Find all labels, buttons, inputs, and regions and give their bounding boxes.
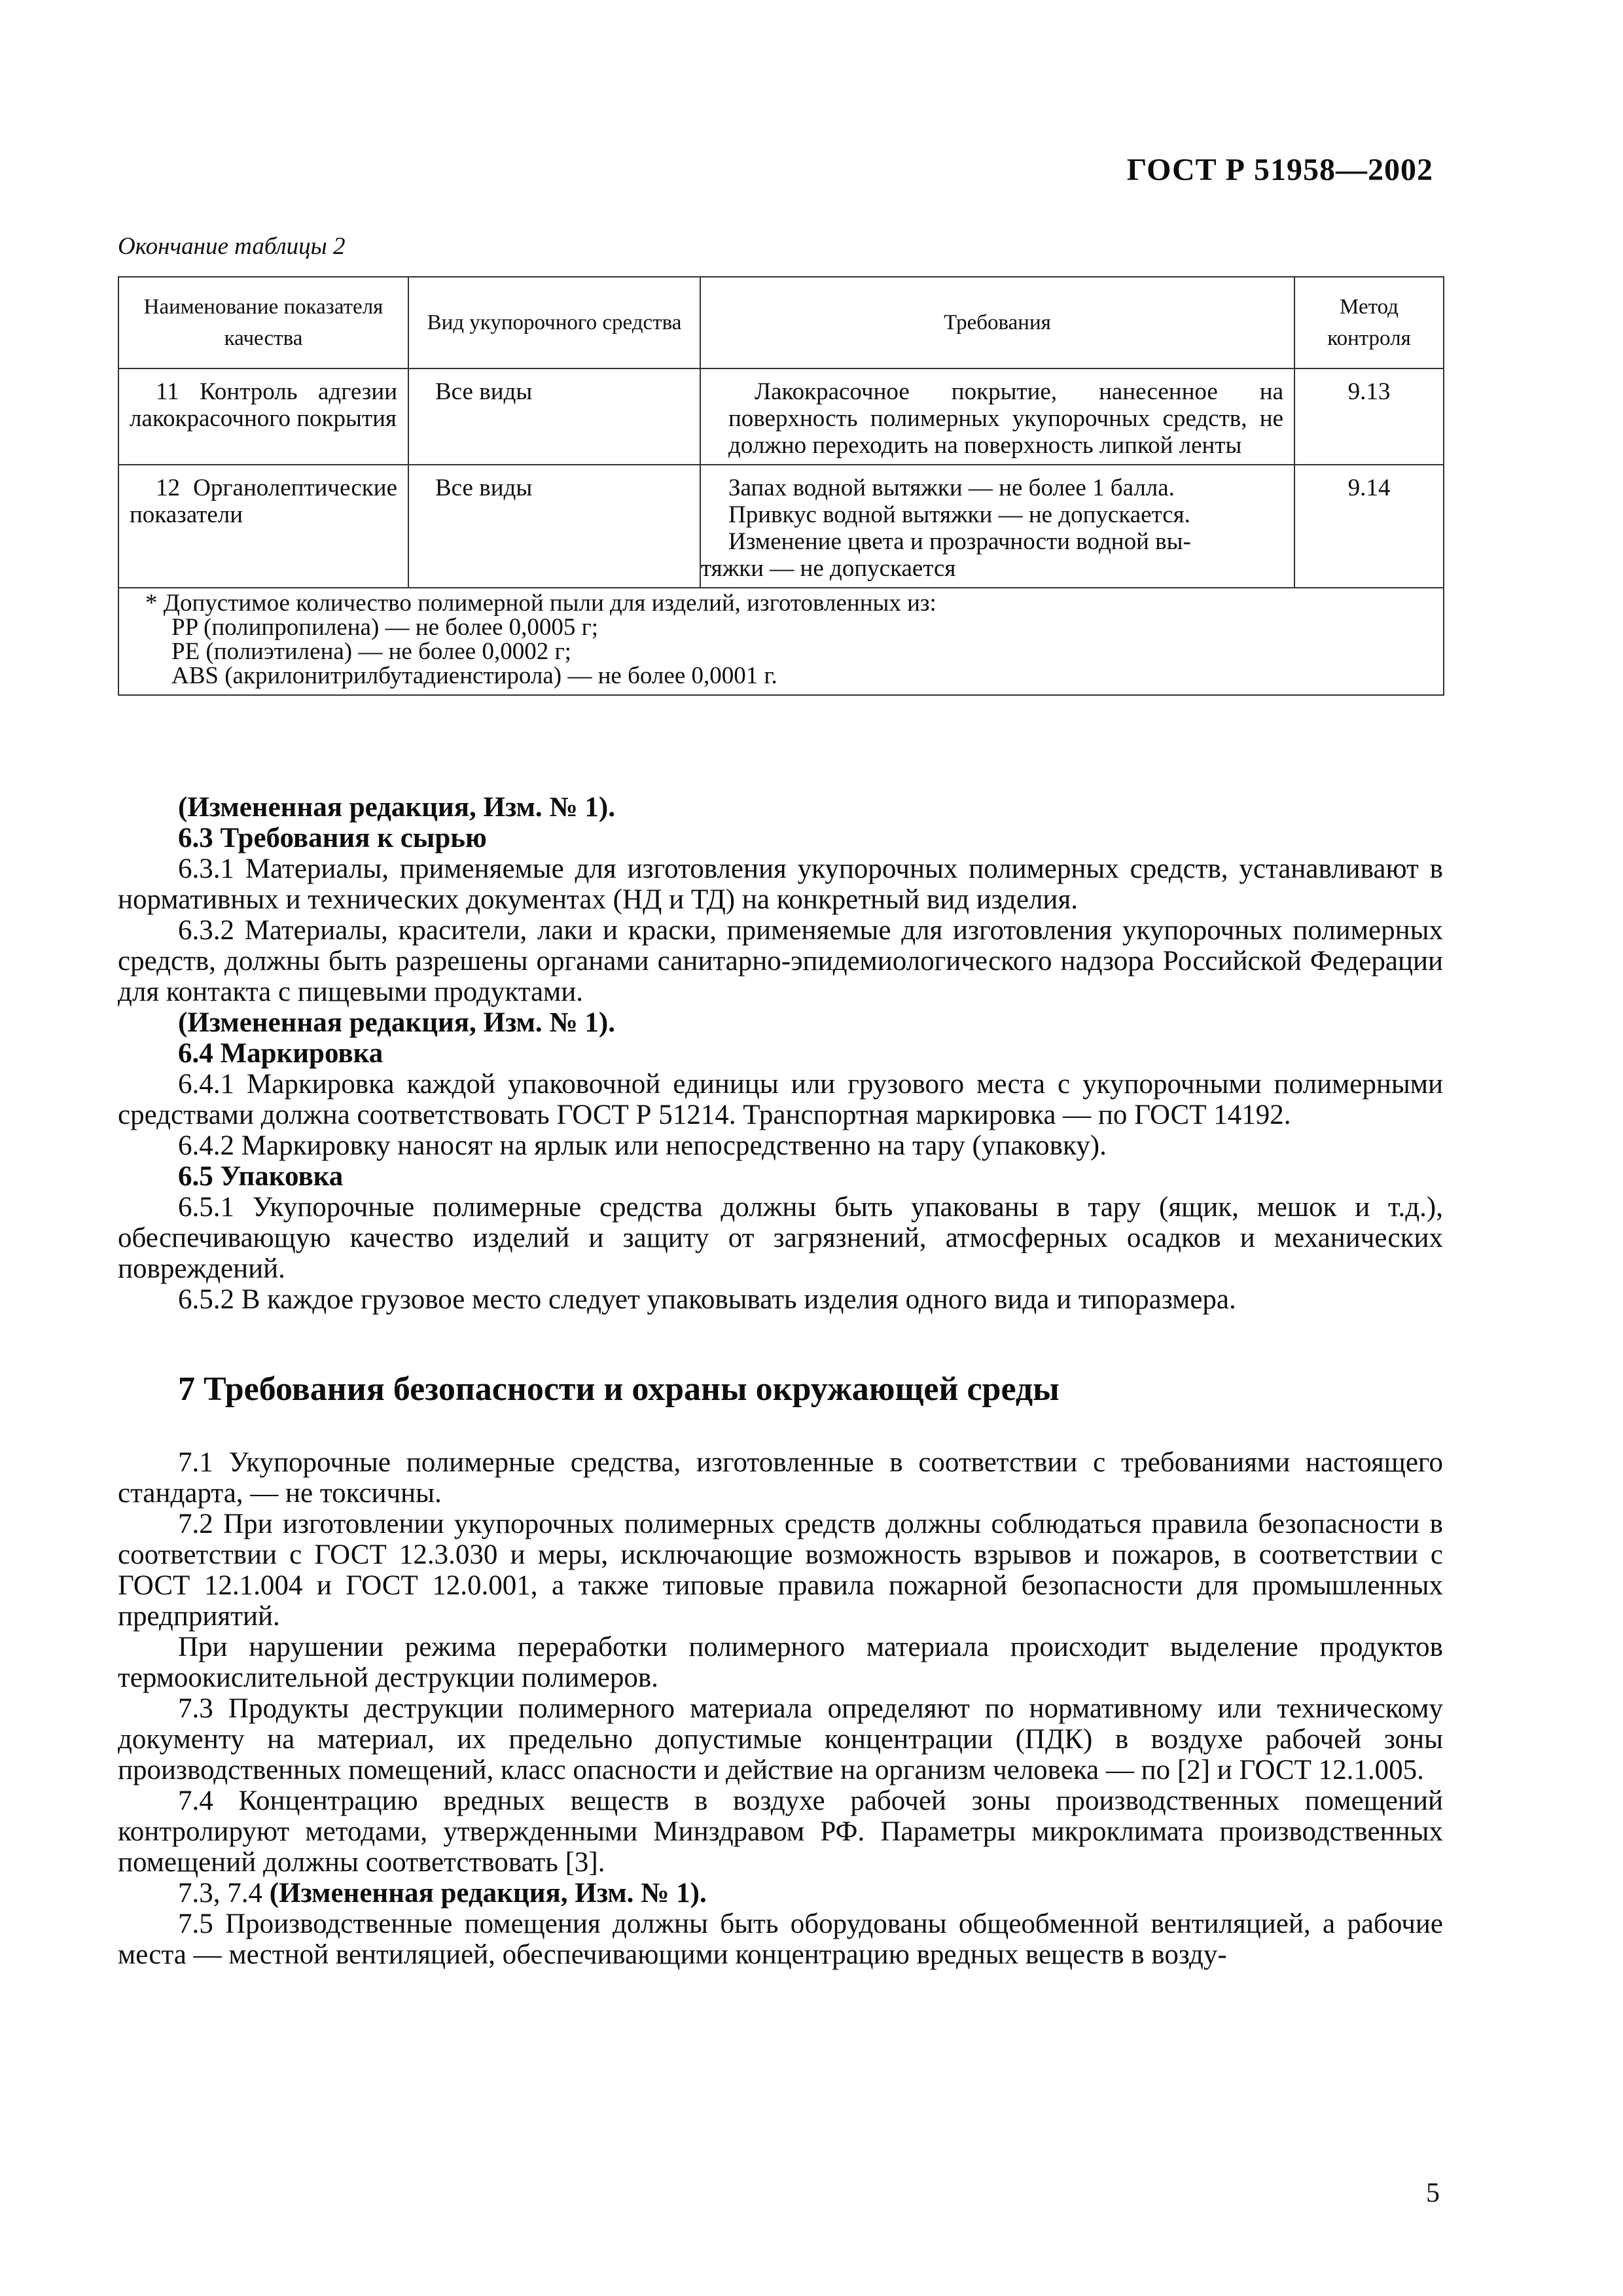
document-header: ГОСТ Р 51958—2002 <box>1126 152 1433 187</box>
section-7-title: 7 Требования безопасности и охраны окружающей среды <box>178 1371 1060 1408</box>
amendment-clauses: 7.3, 7.4 <box>178 1878 262 1909</box>
document-body <box>118 792 1443 1970</box>
method-cell: 9.13 <box>1294 368 1444 465</box>
amendment-note: (Измененная редакция, Изм. № 1). <box>178 1007 615 1038</box>
paragraph-7-4: 7.4 Концентрацию вредных веществ в воздухе рабочей зоны производственных помещений контролируют методами, утвержденными Минздравом РФ. Параметры микроклимата производственных помещений должны соответствовать [3]. <box>118 1785 1443 1878</box>
section-heading-6-4: 6.4 Маркировка <box>178 1038 383 1069</box>
closure-type-cell: Все виды <box>408 465 700 588</box>
table-row <box>118 465 1444 588</box>
closure-type-cell: Все виды <box>408 368 700 465</box>
paragraph-6-5-1: 6.5.1 Укупорочные полимерные средства должны быть упакованы в тару (ящик, мешок и т.д.), обеспечивающую качество изделий и защиту от загрязнений, атмосферных осадков и механических повреждений. <box>118 1192 1443 1284</box>
indicator-cell: 12 Органолептические показатели <box>118 465 408 588</box>
requirement-line: Привкус водной вытяжки — не допускается. <box>728 501 1190 528</box>
paragraph-6-3-2: 6.3.2 Материалы, красители, лаки и краски, применяемые для изготовления укупорочных полимерных средств, должны быть разрешены органами санитарно-эпидемиологического надзора Российской Федерации для контакта с пищевыми продуктами. <box>118 915 1443 1007</box>
requirements-cell <box>700 465 1294 588</box>
table-caption: Окончание таблицы 2 <box>118 233 346 260</box>
requirement-line: тяжки — не допускается <box>701 555 956 582</box>
requirement-line: Изменение цвета и прозрачности водной вы- <box>728 528 1191 555</box>
requirements-table <box>118 276 1444 696</box>
paragraph-7-5: 7.5 Производственные помещения должны быть оборудованы общеобменной вентиляцией, а рабочие места — местной вентиляцией, обеспечивающими концентрацию вредных веществ в возду- <box>118 1909 1443 1970</box>
paragraph-7-1: 7.1 Укупорочные полимерные средства, изготовленные в соответствии с требованиями настоящего стандарта, — не токсичны. <box>118 1447 1443 1509</box>
paragraph-6-5-2: 6.5.2 В каждое грузовое место следует упаковывать изделия одного вида и типоразмера. <box>178 1284 1236 1315</box>
indicator-cell: 11 Контроль адгезии лакокрасочного покрытия <box>118 368 408 465</box>
section-heading-6-5: 6.5 Упаковка <box>178 1161 344 1192</box>
amendment-note: (Измененная редакция, Изм. № 1). <box>269 1878 707 1909</box>
requirements-cell: Лакокрасочное покрытие, нанесенное на поверхность полимерных укупорочных средств, не должно переходить на поверхность липкой ленты <box>700 368 1294 465</box>
column-header-requirements: Требования <box>700 277 1294 368</box>
paragraph-6-4-2: 6.4.2 Маркировку наносят на ярлык или непосредственно на тару (упаковку). <box>178 1130 1107 1161</box>
paragraph-7-2-note: При нарушении режима переработки полимерного материала происходит выделение продуктов термоокислительной деструкции полимеров. <box>118 1632 1443 1693</box>
footnote-line: PE (полиэтилена) — не более 0,0002 г; <box>171 638 571 665</box>
table-row <box>118 368 1444 465</box>
table-footnote-row <box>118 588 1444 695</box>
amendment-note: (Измененная редакция, Изм. № 1). <box>178 792 615 823</box>
footnote-line: ABS (акрилонитрилбутадиенстирола) — не более 0,0001 г. <box>171 662 777 689</box>
method-cell: 9.14 <box>1294 465 1444 588</box>
paragraph-6-3-1: 6.3.1 Материалы, применяемые для изготовления укупорочных полимерных средств, устанавливают в нормативных и технических документах (НД и ТД) на конкретный вид изделия. <box>118 853 1443 915</box>
column-header-closure-type: Вид укупорочного средства <box>408 277 700 368</box>
column-header-method: Метод контроля <box>1294 277 1444 368</box>
requirement-line: Запах водной вытяжки — не более 1 балла. <box>728 475 1175 501</box>
page-number: 5 <box>1426 2178 1440 2208</box>
table-header-row <box>118 277 1444 368</box>
section-heading-6-3: 6.3 Требования к сырью <box>178 823 487 853</box>
paragraph-7-3: 7.3 Продукты деструкции полимерного материала определяют по нормативному или техническому документу на материал, их предельно допустимые концентрации (ПДК) в воздухе рабочей зоны производственных помещений, класс опасности и действие на организм человека — по [2] и ГОСТ 12.1.005. <box>118 1693 1443 1785</box>
paragraph-7-2: 7.2 При изготовлении укупорочных полимерных средств должны соблюдаться правила безопасности в соответствии с ГОСТ 12.3.030 и меры, исключающие возможность взрывов и пожаров, в соответствии с ГОСТ 12.1.004 и ГОСТ 12.0.001, а также типовые правила пожарной безопасности для промышленных предприятий. <box>118 1509 1443 1632</box>
column-header-indicator: Наименование показателя качества <box>118 277 408 368</box>
paragraph-6-4-1: 6.4.1 Маркировка каждой упаковочной единицы или грузового места с укупорочными полимерными средствами должна соответствовать ГОСТ Р 51214. Транспортная маркировка — по ГОСТ 14192. <box>118 1069 1443 1130</box>
table-footnote <box>118 588 1444 695</box>
footnote-line: * Допустимое количество полимерной пыли для изделий, изготовленных из: <box>145 590 936 617</box>
amendment-note-7-3-7-4 <box>118 1878 1443 1909</box>
footnote-line: PP (полипропилена) — не более 0,0005 г; <box>171 614 599 641</box>
